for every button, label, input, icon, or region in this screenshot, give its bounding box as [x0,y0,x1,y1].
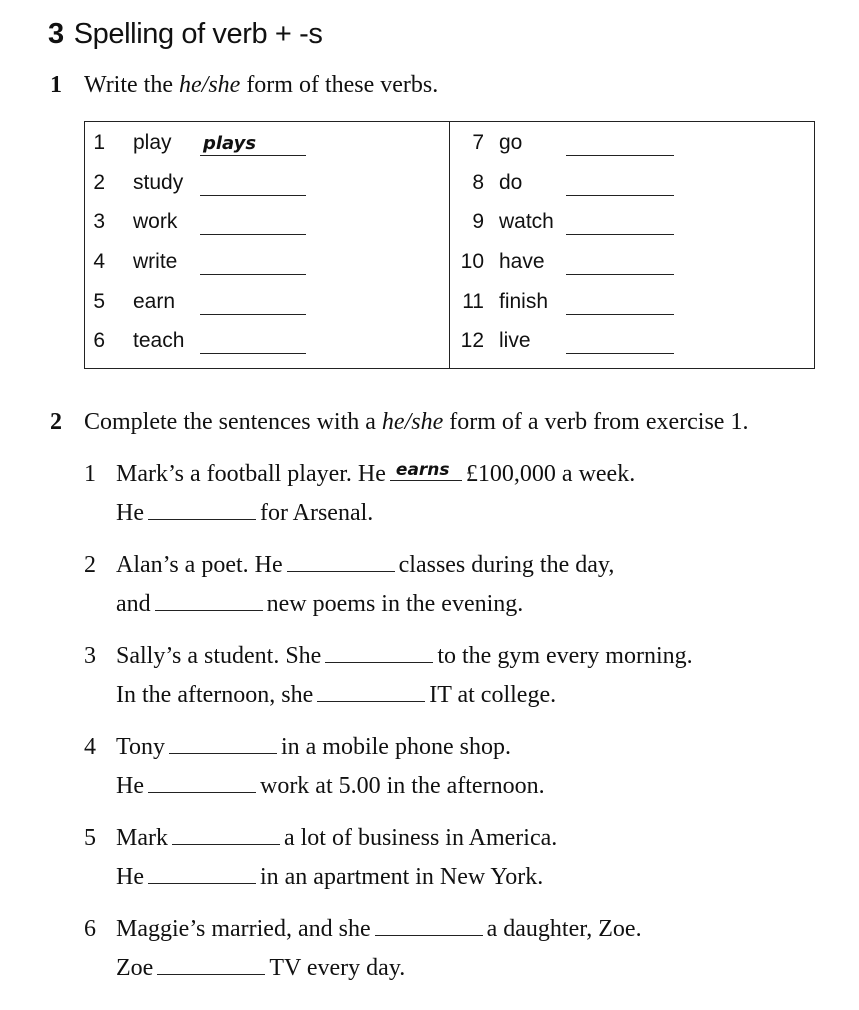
sentence-text: Maggie’s married, and she [116,916,371,942]
verb-table [84,121,815,369]
sentence-text: in a mobile phone shop. [280,734,511,760]
sentence-text: in an apartment in New York. [259,864,544,890]
instruction-text: Complete the sentences with a [84,409,382,435]
answer-blank[interactable] [172,826,280,845]
answer-blank[interactable] [566,353,674,354]
sentence-line [116,682,556,709]
answer-blank[interactable] [287,553,395,572]
item-number: 11 [462,289,484,313]
answer-text: plays [203,133,257,154]
section-number: 3 [48,18,64,50]
answer-blank[interactable] [200,353,306,354]
verb-word: teach [133,329,185,353]
exercise-number: 1 [50,72,62,98]
sentence-line [116,773,545,800]
sentence-text: £100,000 a week. [465,461,636,487]
verb-row [85,201,449,241]
sentence-text: and [116,591,151,617]
sentence-text: Zoe [116,955,154,981]
exercise-1-instruction [50,72,438,99]
verb-row [450,241,814,281]
item-number: 1 [93,131,105,154]
sentence-text: a lot of business in America. [283,825,558,851]
sentence-text: a daughter, Zoe. [486,916,642,942]
section-title [48,18,322,51]
verb-row [450,320,814,360]
exercise-number: 2 [50,409,62,435]
answer-blank[interactable] [566,314,674,315]
verb-row [85,320,449,360]
answer-blank[interactable] [390,462,462,481]
item-number: 6 [84,916,96,942]
item-number: 2 [84,552,96,578]
item-number: 10 [460,250,484,274]
answer-blank[interactable] [155,592,263,611]
sentence-line [116,864,543,891]
item-number: 12 [460,329,484,353]
item-number: 4 [93,250,105,274]
item-number: 2 [93,170,105,194]
verb-word: write [133,250,178,274]
verb-word: earn [133,289,176,313]
sentence-line [116,591,523,618]
item-number: 3 [84,643,96,669]
item-number: 9 [472,210,484,234]
answer-blank[interactable] [200,314,306,315]
answer-blank[interactable] [148,774,256,793]
answer-blank[interactable] [566,274,674,275]
answer-blank[interactable] [148,865,256,884]
item-number: 3 [93,210,105,234]
verb-word: live [499,329,531,353]
section-heading: Spelling of verb + -s [73,18,323,50]
instruction-emphasis: he/she [179,72,241,98]
answer-blank[interactable] [317,683,425,702]
verb-word: watch [499,210,554,234]
item-number: 5 [93,289,105,313]
sentence-text: Mark [116,825,168,851]
verb-column-left [85,122,450,369]
verb-row [450,162,814,202]
verb-word: have [499,250,545,274]
sentence-text: He [116,773,144,799]
sentence-text: He [116,500,144,526]
sentence-line [84,552,614,579]
verb-word: go [499,131,523,154]
answer-blank[interactable] [566,155,674,156]
verb-row [450,201,814,241]
verb-row [85,122,449,162]
instruction-emphasis: he/she [381,409,444,435]
verb-word: study [133,170,184,194]
answer-blank[interactable] [200,133,306,156]
answer-blank[interactable] [148,501,256,520]
item-number: 7 [472,131,484,154]
verb-row [450,122,814,162]
instruction-text: Write the [84,72,179,98]
sentence-line [84,734,511,761]
answer-blank[interactable] [566,195,674,196]
sentence-line [84,461,635,488]
answer-blank[interactable] [200,234,306,235]
instruction-text: form of these verbs. [240,72,439,98]
sentence-text: classes during the day, [398,552,615,578]
item-number: 6 [93,329,105,353]
verb-row [450,281,814,321]
item-number: 1 [84,461,96,487]
answer-blank[interactable] [200,274,306,275]
sentence-text: In the afternoon, she [116,682,314,708]
item-number: 5 [84,825,96,851]
verb-word: work [133,210,178,234]
verb-row [85,281,449,321]
verb-word: play [133,131,172,154]
verb-column-right [450,122,815,369]
sentence-line [84,643,693,670]
sentence-text: to the gym every morning. [437,643,693,669]
answer-blank[interactable] [375,917,483,936]
sentence-line [84,825,557,852]
sentence-text: Tony [116,734,165,760]
sentence-line [84,916,642,943]
sentence-text: Sally’s a student. She [116,643,322,669]
sentence-text: He [116,864,144,890]
sentence-text: new poems in the evening. [266,591,524,617]
sentence-line [116,500,373,527]
answer-blank[interactable] [325,644,433,663]
instruction-text: form of a verb from exercise 1. [443,409,749,435]
answer-blank[interactable] [169,735,277,754]
item-number: 8 [472,170,484,194]
answer-blank[interactable] [566,234,674,235]
sentence-text: Mark’s a football player. He [116,461,386,487]
verb-row [85,241,449,281]
sentence-text: for Arsenal. [259,500,374,526]
verb-word: finish [499,289,549,313]
item-number: 4 [84,734,96,760]
sentence-line [116,955,405,982]
sentence-text: Alan’s a poet. He [116,552,283,578]
answer-blank[interactable] [157,956,265,975]
sentence-text: IT at college. [429,682,557,708]
verb-word: do [499,170,523,194]
sentence-text: TV every day. [269,955,406,981]
sentence-text: work at 5.00 in the afternoon. [259,773,545,799]
verb-row [85,162,449,202]
answer-blank[interactable] [200,195,306,196]
answer-text: earns [395,460,450,480]
exercise-2-instruction [50,409,748,436]
